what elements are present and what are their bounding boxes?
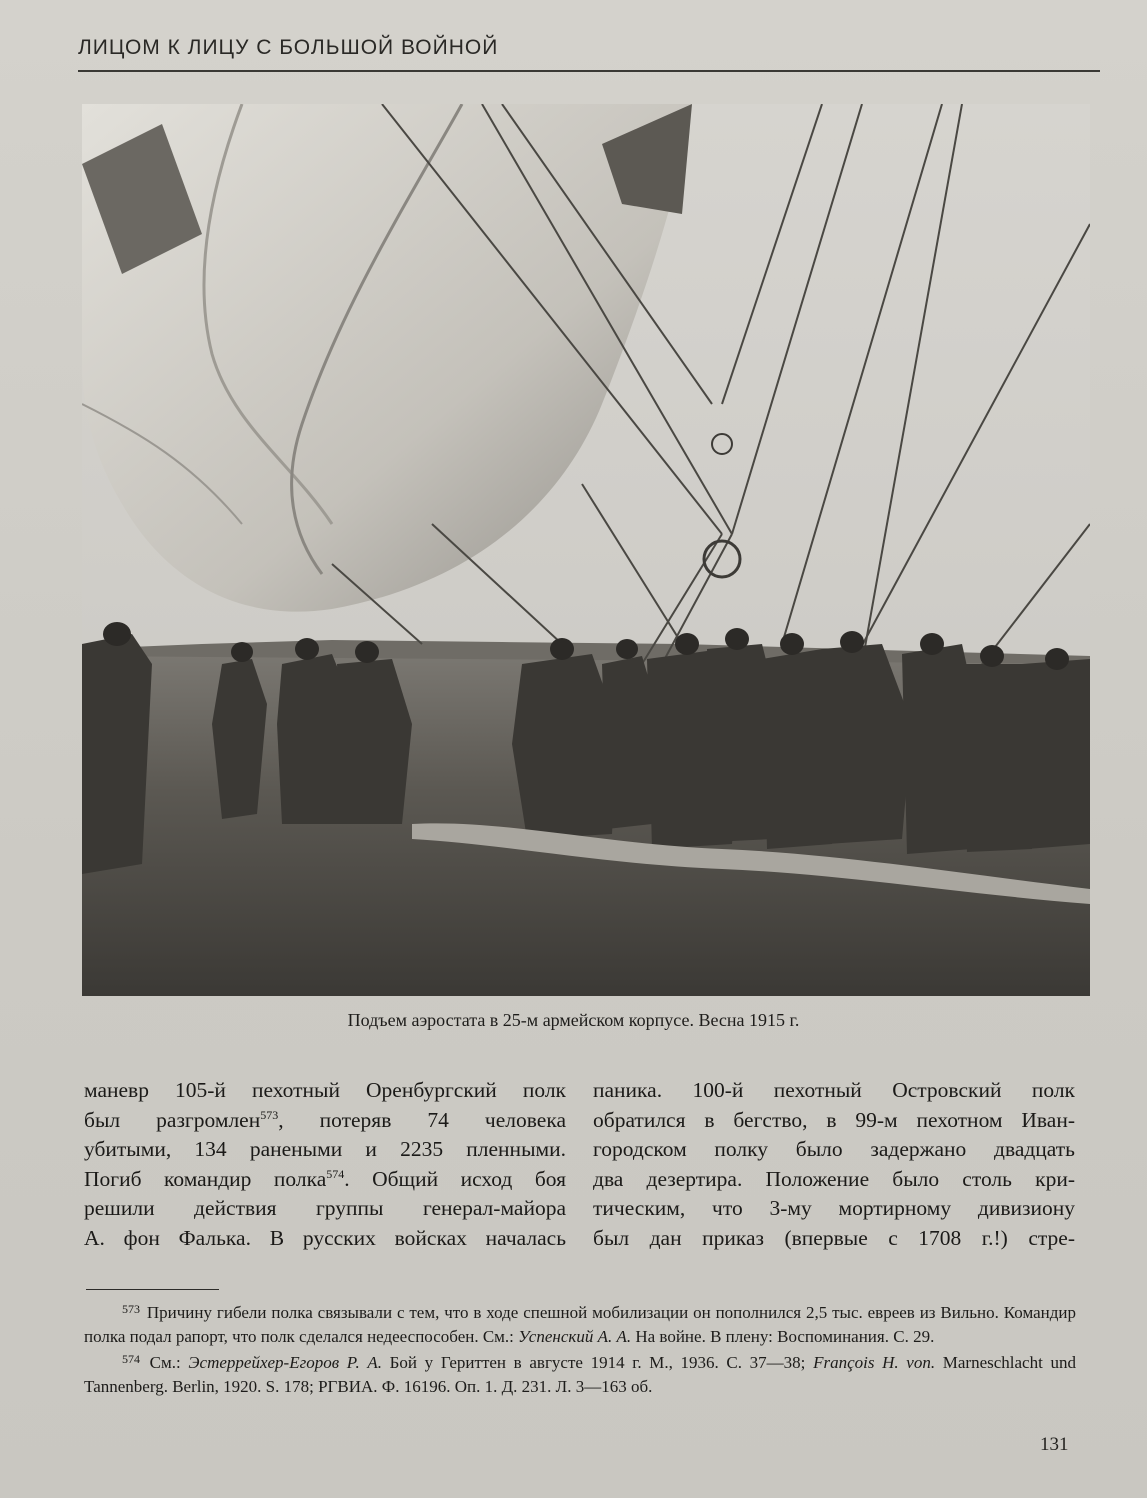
page-number: 131 [1040,1434,1069,1455]
text-line: Погиб командир полка$^{574}$. Общий исход боя [84,1166,566,1191]
body-text-left-column [84,1076,566,1254]
running-head: ЛИЦОМ К ЛИЦУ С БОЛЬШОЙ ВОЙНОЙ [78,36,499,59]
photo-caption: Подъем аэростата в 25-м армейском корпусе. Весна 1915 г. [347,1010,800,1030]
text-line: решили действия группы генерал-майора [84,1196,566,1221]
footnotes [84,1298,1076,1398]
footnote-ref-574: 574 [326,1166,345,1181]
footnote-rule [86,1289,219,1290]
text-line: убитыми, 134 ранеными и 2235 пленными. [84,1137,566,1162]
text-line: два дезертира. Положение было столь кри- [593,1166,1075,1191]
text-line: городском полку было задержано двадцать [593,1137,1075,1162]
text-line: обратился в бегство, в 99-м пехотном Иван- [593,1107,1075,1132]
footnote-573: $^{573}$ Причину гибели полка связывали с тем, что в ходе спешной мобилизации он пополнился 2,5 тыс. евреев из Вильно. Командир полка подал рапорт, что полк сделался недееспособен. См.: Успенский А. А. На войне. В плену: Воспоминания. С. 29. [84,1302,1076,1346]
header-rule [78,70,1100,72]
footnote-574: $^{574}$ См.: Эстеррейхер-Егоров Р. А. Бой у Гериттен в августе 1914 г. М., 1936. С. 37—38; François H. von. Marneschlacht und Tannenberg. Berlin, 1920. S. 178; РГВИА. Ф. 16196. Оп. 1. Д. 231. Л. 3—163 об. [84,1352,1076,1396]
text-line: был разгромлен$^{573}$, потеряв 74 человека [84,1107,566,1132]
text-line: был дан приказ (впервые с 1708 г.!) стре- [593,1225,1075,1250]
text-line: маневр 105-й пехотный Оренбургский полк [84,1078,566,1102]
text-line: А. фон Фалька. В русских войсках началась [84,1225,566,1250]
body-text-right-column [593,1076,1075,1254]
text-line: паника. 100-й пехотный Островский полк [593,1078,1075,1102]
text-line: тическим, что 3-му мортирному дивизиону [593,1196,1075,1221]
balloon-photograph [82,104,1090,996]
footnote-ref-573: 573 [260,1107,279,1122]
